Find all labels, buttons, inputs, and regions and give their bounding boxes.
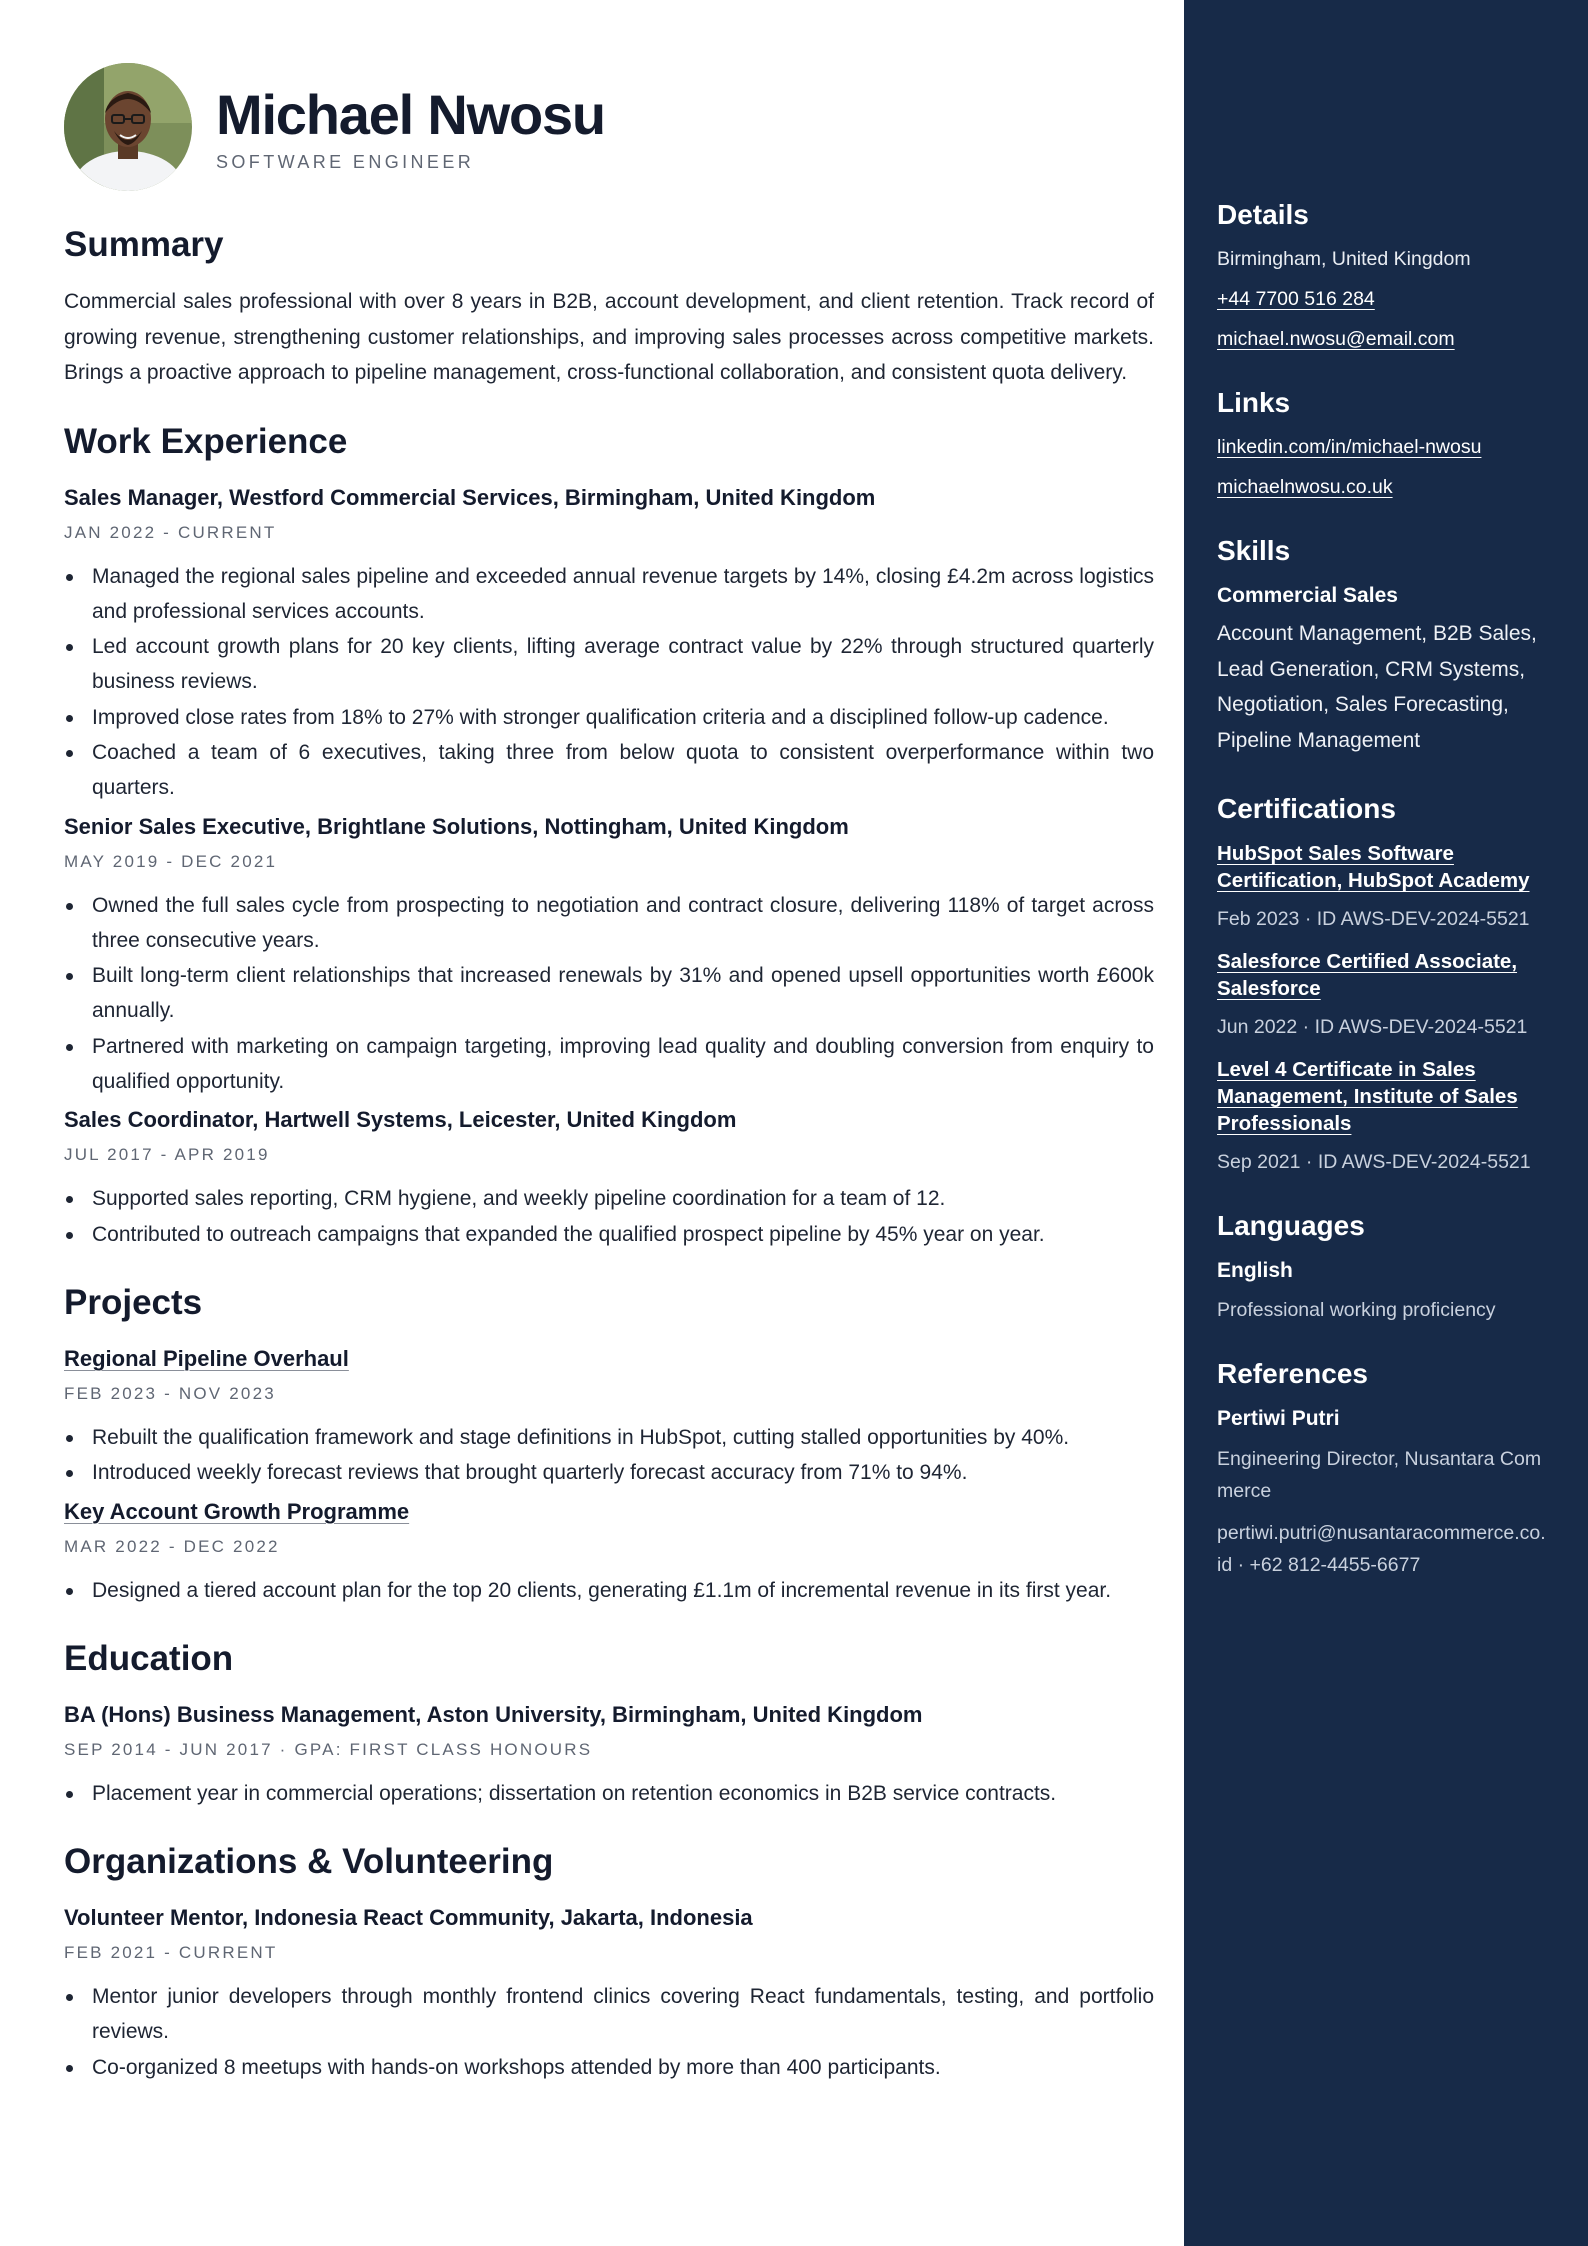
work-experience-section [64, 421, 1154, 1252]
project-entry [64, 1344, 1154, 1491]
work-entry [64, 1105, 1154, 1252]
work-entry-title: Sales Manager, Westford Commercial Services, Birmingham, United Kingdom [64, 484, 876, 510]
organization-entry-title: Volunteer Mentor, Indonesia React Community, Jakarta, Indonesia [64, 1905, 753, 1931]
avatar [64, 63, 192, 191]
bullet-item: Designed a tiered account plan for the top 20 clients, generating £1.1m of incremental revenue in its first year. [64, 1573, 1154, 1608]
details-heading: Details [1217, 199, 1309, 230]
links-heading: Links [1217, 387, 1291, 418]
bullet-item: Owned the full sales cycle from prospecting to negotiation and contract closure, delivering 118% of target across three consecutive years. [64, 888, 1154, 959]
languages-heading: Languages [1217, 1210, 1365, 1241]
certification-link[interactable]: Level 4 Certificate in Sales Management, Institute of Sales Professionals [1217, 1058, 1518, 1135]
project-bullets [64, 1573, 1154, 1608]
organization-bullets [64, 1979, 1154, 2085]
certification-meta: Jun 2022 · ID AWS-DEV-2024-5521 [1217, 1016, 1528, 1038]
project-link[interactable]: Regional Pipeline Overhaul [64, 1345, 349, 1371]
candidate-name: Michael Nwosu [216, 82, 605, 146]
organizations-section [64, 1841, 1154, 2085]
linkedin-link[interactable]: linkedin.com/in/michael-nwosu [1217, 436, 1482, 458]
work-entry [64, 483, 1154, 806]
education-heading: Education [64, 1638, 234, 1678]
organization-entry [64, 1903, 1154, 2085]
summary-heading: Summary [64, 225, 224, 264]
work-entry-bullets [64, 1181, 1154, 1252]
education-section [64, 1638, 1154, 1811]
bullet-item: Managed the regional sales pipeline and exceeded annual revenue targets by 14%, closing £4.2m across logistics and professional services accounts. [64, 559, 1154, 630]
certification-link[interactable]: HubSpot Sales Software Certification, HubSpot Academy [1217, 842, 1530, 892]
bullet-item: Mentor junior developers through monthly frontend clinics covering React fundamentals, testing, and portfolio reviews. [64, 1979, 1154, 2050]
bullet-item: Placement year in commercial operations; dissertation on retention economics in B2B service contracts. [64, 1776, 1154, 1811]
education-entry [64, 1700, 1154, 1811]
certification-meta: Sep 2021 · ID AWS-DEV-2024-5521 [1217, 1151, 1531, 1173]
candidate-role: SOFTWARE ENGINEER [216, 151, 475, 172]
references-heading: References [1217, 1358, 1368, 1389]
language-name: English [1217, 1259, 1293, 1282]
reference-contact: pertiwi.putri@nusantaracommerce.co.id · +62 812-4455-6677 [1217, 1522, 1546, 1576]
work-experience-heading: Work Experience [64, 421, 348, 461]
language-level: Professional working proficiency [1217, 1299, 1496, 1321]
work-entry-date: JUL 2017 - APR 2019 [64, 1145, 270, 1165]
resume-header [64, 62, 1154, 192]
organizations-heading: Organizations & Volunteering [64, 1842, 554, 1882]
sidebar [1184, 0, 1588, 2246]
bullet-item: Co-organized 8 meetups with hands-on workshops attended by more than 400 participants. [64, 2050, 1154, 2085]
work-entry-title: Senior Sales Executive, Brightlane Solutions, Nottingham, United Kingdom [64, 813, 849, 839]
work-entry [64, 812, 1154, 1100]
projects-heading: Projects [64, 1282, 203, 1322]
work-entry-bullets [64, 559, 1154, 806]
work-entry-date: JAN 2022 - CURRENT [64, 522, 277, 542]
skills-heading: Skills [1217, 535, 1291, 566]
email-link[interactable]: michael.nwosu@email.com [1217, 328, 1455, 350]
bullet-item: Contributed to outreach campaigns that expanded the qualified prospect pipeline by 45% year on year. [64, 1217, 1154, 1252]
skill-group-title: Commercial Sales [1217, 584, 1398, 607]
education-entry-title: BA (Hons) Business Management, Aston University, Birmingham, United Kingdom [64, 1701, 923, 1727]
certifications-heading: Certifications [1217, 793, 1396, 824]
work-entry-date: MAY 2019 - DEC 2021 [64, 851, 278, 871]
bullet-item: Improved close rates from 18% to 27% with stronger qualification criteria and a disciplined follow-up cadence. [64, 700, 1154, 735]
project-bullets [64, 1420, 1154, 1491]
reference-name: Pertiwi Putri [1217, 1407, 1340, 1430]
languages-section [1217, 1209, 1548, 1323]
phone-link[interactable]: +44 7700 516 284 [1217, 288, 1375, 310]
education-bullets [64, 1776, 1154, 1811]
bullet-item: Supported sales reporting, CRM hygiene, and weekly pipeline coordination for a team of 12. [64, 1181, 1154, 1216]
avatar-photo-icon [64, 63, 192, 191]
project-date: FEB 2023 - NOV 2023 [64, 1383, 276, 1403]
main-column [64, 62, 1154, 2085]
bullet-item: Rebuilt the qualification framework and stage definitions in HubSpot, cutting stalled opportunities by 40%. [64, 1420, 1154, 1455]
bullet-item: Built long-term client relationships that increased renewals by 31% and opened upsell opportunities worth £600k annually. [64, 958, 1154, 1029]
bullet-item: Coached a team of 6 executives, taking three from below quota to consistent overperformance within two quarters. [64, 735, 1154, 806]
project-date: MAR 2022 - DEC 2022 [64, 1536, 280, 1556]
summary-text: Commercial sales professional with over 8 years in B2B, account development, and client retention. Track record of growing revenue, strengthening customer relationships, and improving sales processes across competitive markets. Brings a proactive approach to pipeline management, cross-functional collaboration, and consistent quota delivery. [64, 290, 1154, 384]
certifications-section [1217, 792, 1548, 1175]
projects-section [64, 1282, 1154, 1608]
header-text [216, 82, 605, 173]
skill-list: Account Management, B2B Sales, Lead Generation, CRM Systems, Negotiation, Sales Forecasting, Pipeline Management [1217, 622, 1537, 752]
project-link[interactable]: Key Account Growth Programme [64, 1498, 410, 1524]
certification-link[interactable]: Salesforce Certified Associate, Salesforce [1217, 950, 1518, 1000]
details-section [1217, 198, 1548, 352]
bullet-item: Led account growth plans for 20 key clients, lifting average contract value by 22% through structured quarterly business reviews. [64, 629, 1154, 700]
skills-section [1217, 534, 1548, 758]
bullet-item: Partnered with marketing on campaign targeting, improving lead quality and doubling conversion from enquiry to qualified opportunity. [64, 1029, 1154, 1100]
project-entry [64, 1497, 1154, 1608]
website-link[interactable]: michaelnwosu.co.uk [1217, 476, 1393, 498]
education-entry-date: SEP 2014 - JUN 2017 · GPA: FIRST CLASS HONOURS [64, 1739, 593, 1759]
links-section [1217, 386, 1548, 500]
references-section [1217, 1357, 1548, 1581]
work-entry-bullets [64, 888, 1154, 1100]
certification-meta: Feb 2023 · ID AWS-DEV-2024-5521 [1217, 908, 1530, 930]
reference-position: Engineering Director, Nusantara Commerce [1217, 1448, 1542, 1502]
bullet-item: Introduced weekly forecast reviews that brought quarterly forecast accuracy from 71% to 94%. [64, 1455, 1154, 1490]
work-entry-title: Sales Coordinator, Hartwell Systems, Leicester, United Kingdom [64, 1107, 737, 1133]
location-text: Birmingham, United Kingdom [1217, 248, 1471, 270]
organization-entry-date: FEB 2021 - CURRENT [64, 1943, 278, 1963]
